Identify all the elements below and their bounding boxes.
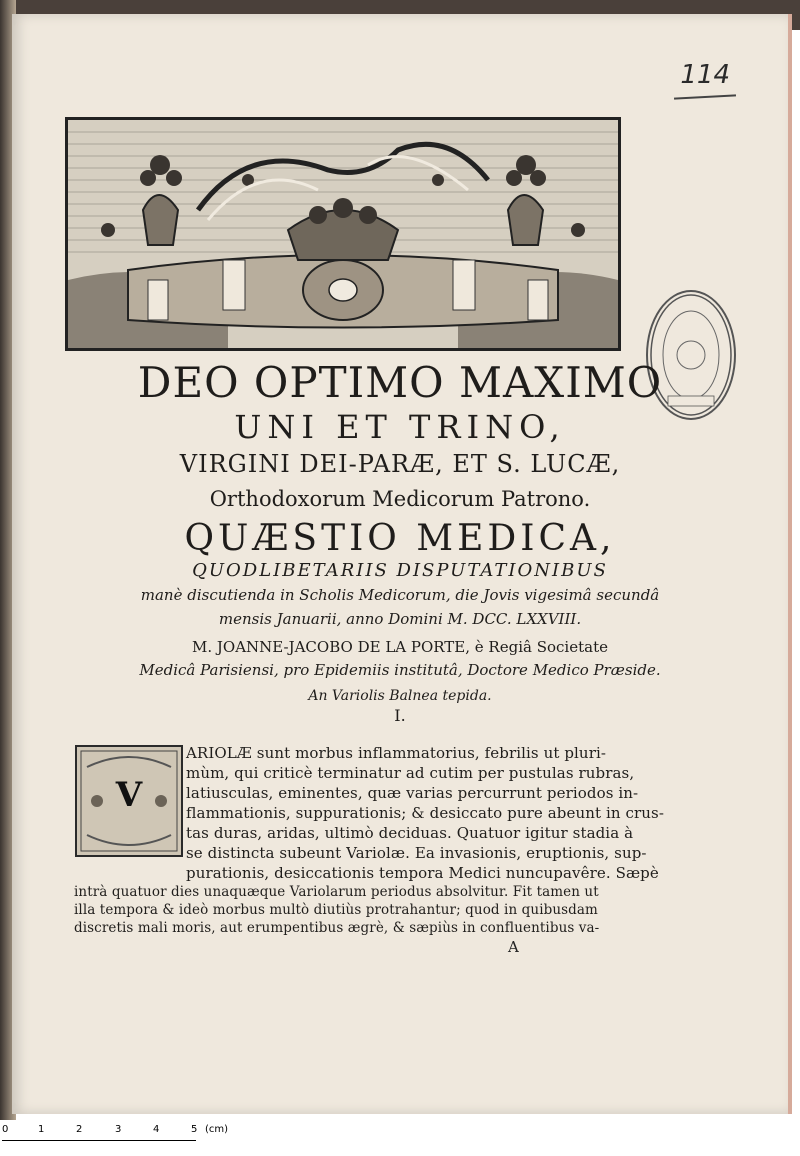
dedication-line-2: UNI ET TRINO, xyxy=(234,408,566,446)
body-text-line: purationis, desiccationis tempora Medici nuncupavêre. Sæpè xyxy=(186,864,659,882)
body-text-line: ARIOLÆ sunt morbus inflammatorius, febrilis ut pluri- xyxy=(186,744,607,762)
ruler-label: 5 xyxy=(191,1124,198,1135)
body-text-line: latiusculas, eminentes, quæ varias percurrunt periodos in- xyxy=(186,784,639,802)
ruler-label: 3 xyxy=(115,1124,122,1135)
body-text-line: discretis mali moris, aut erumpentibus ægrè, & sæpiùs in confluentibus va- xyxy=(74,920,600,936)
body-text-line: mùm, qui criticè terminatur ad cutim per pustulas rubras, xyxy=(186,764,635,782)
ruler-bar xyxy=(2,1140,196,1141)
initial-letter: V xyxy=(115,775,143,815)
ruler-label: 1 xyxy=(38,1124,45,1135)
thesis-date-line-2: mensis Januarii, anno Domini M. DCC. LXXVIII. xyxy=(218,610,582,628)
dedication-line-4: Orthodoxorum Medicorum Patrono. xyxy=(209,487,591,511)
ruler-unit: (cm) xyxy=(205,1124,229,1135)
decorated-initial xyxy=(75,745,183,857)
thesis-subheading: QUODLIBETARIIS DISPUTATIONIBUS xyxy=(192,560,608,581)
page-number-underline xyxy=(674,94,736,99)
question-title: An Variolis Balnea tepida. xyxy=(308,688,492,704)
catchword: A xyxy=(508,938,519,956)
ruler-label: 0 xyxy=(2,1124,9,1135)
body-text-line: se distincta subeunt Variolæ. Ea invasionis, eruptionis, sup- xyxy=(186,844,647,862)
dedication-line-1: DEO OPTIMO MAXIMO xyxy=(137,358,663,407)
body-text-line: flammationis, suppurationis; & desiccato pure abeunt in crus- xyxy=(186,804,665,822)
page-number: 114 xyxy=(680,60,730,90)
presider-line-1: M. JOANNE-JACOBO DE LA PORTE, è Regiâ Societate xyxy=(192,638,608,656)
thesis-heading: QUÆSTIO MEDICA, xyxy=(184,518,616,559)
body-text-line: tas duras, aridas, ultimò deciduas. Quatuor igitur stadia à xyxy=(186,824,634,842)
presider-line-2: Medicâ Parisiensi, pro Epidemiis institutâ, Doctore Medico Præside. xyxy=(139,661,661,679)
body-text-line: illa tempora & ideò morbus multò diutiùs protrahantur; quod in quibusdam xyxy=(74,902,598,918)
headpiece-woodcut-illustration xyxy=(65,117,621,351)
thesis-date-line-1: manè discutienda in Scholis Medicorum, die Jovis vigesimâ secundâ xyxy=(140,586,660,604)
dedication-line-3: VIRGINI DEI-PARÆ, ET S. LUCÆ, xyxy=(179,450,621,478)
ruler-label: 4 xyxy=(153,1124,160,1135)
scale-ruler xyxy=(0,1122,229,1156)
body-text-line: intrà quatuor dies unaquæque Variolarum periodus absolvitur. Fit tamen ut xyxy=(74,884,599,900)
section-number: I. xyxy=(394,706,406,725)
ruler-label: 2 xyxy=(76,1124,83,1135)
